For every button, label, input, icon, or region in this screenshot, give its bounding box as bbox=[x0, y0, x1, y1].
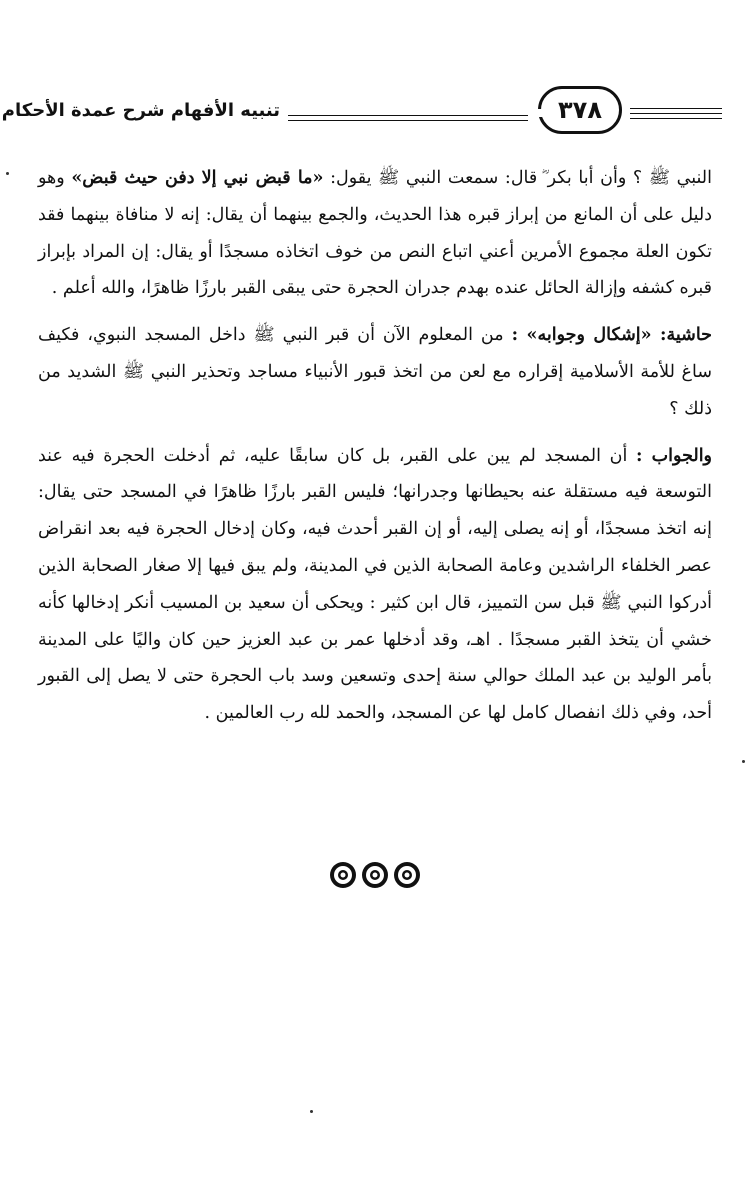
paragraph-2 bbox=[38, 317, 712, 427]
paragraph-3-text: أن المسجد لم يبن على القبر، بل كان سابقًا عليه، ثم أدخلت الحجرة فيه عند التوسعة فيه مستقلة عنه بحيطانها وجدرانها؛ فليس القبر بارزًا ظاهرًا في المسجد حتى يقال: إنه اتخذ مسجدًا، أو إنه يصلى إليه، أو إن القبر أحدث فيه، وكان إدخال الحجرة فيه بعد انقراض عصر الخلفاء الراشدين وعامة الصحابة الذين في المدينة، ولم يبق فيها إلا صغار الصحابة الذين أدركوا النبي ﷺ قبل سن التمييز، قال ابن كثير : ويحكى أن سعيد بن المسيب أنكر إدخالها كأنه خشي أن يتخذ القبر مسجدًا . اهـ، وقد أدخلها عمر بن عبد العزيز حين كان واليًا على المدينة بأمر الوليد بن عبد الملك حوالي سنة إحدى وتسعين وسد باب الحجرة حتى لا يصل إلى القبور أحد، وفي ذلك انفصال كامل لها عن المسجد، والحمد لله رب العالمين . bbox=[38, 445, 712, 724]
paragraph-1-text-a: النبي ﷺ ؟ وأن أبا بكر ؓ قال: سمعت النبي ﷺ يقول: bbox=[323, 168, 712, 188]
flower-icon bbox=[360, 860, 390, 890]
paragraph-3 bbox=[38, 438, 712, 732]
page-body bbox=[38, 160, 712, 732]
page-number: ٣٧٨ bbox=[538, 86, 622, 134]
flower-icon bbox=[328, 860, 358, 890]
scan-mark bbox=[6, 172, 9, 175]
paragraph-1 bbox=[38, 160, 712, 307]
flower-icon bbox=[392, 860, 422, 890]
page-header bbox=[1, 78, 730, 138]
paragraph-2-text: من المعلوم الآن أن قبر النبي ﷺ داخل المسجد النبوي، فكيف ساغ للأمة الأسلامية إقراره مع لعن من اتخذ قبور الأنبياء مساجد وتحذير النبي ﷺ الشديد من ذلك ؟ bbox=[38, 325, 712, 419]
book-title: تنبيه الأفهام شرح عمدة الأحكام bbox=[1, 100, 280, 121]
hadith-quote: «ما قبض نبي إلا دفن حيث قبض» bbox=[71, 168, 324, 188]
corner-rule bbox=[630, 113, 722, 114]
flower-ornament-icon bbox=[300, 860, 450, 900]
scan-mark bbox=[742, 760, 745, 763]
scan-mark bbox=[310, 1110, 313, 1113]
header-rule bbox=[288, 120, 528, 121]
footnote-label: حاشية: «إشكال وجوابه» : bbox=[511, 325, 712, 346]
header-rule bbox=[288, 115, 528, 116]
corner-rule bbox=[630, 118, 722, 119]
corner-rule bbox=[630, 108, 722, 109]
answer-label: والجواب : bbox=[636, 445, 713, 466]
paragraph-1-text-b: وهو دليل على أن المانع من إبراز قبره هذا الحديث، والجمع بينهما أن يقال: إنه لا منافاة بينهما فقد تكون العلة مجموع الأمرين أعني اتباع النص من خوف اتخاذه مسجدًا أو يقال: إن المراد بإبراز قبره كشفه وإزالة الحائل عنده بهدم جدران الحجرة حتى يبقى القبر بارزًا ظاهرًا، والله أعلم . bbox=[38, 168, 712, 299]
